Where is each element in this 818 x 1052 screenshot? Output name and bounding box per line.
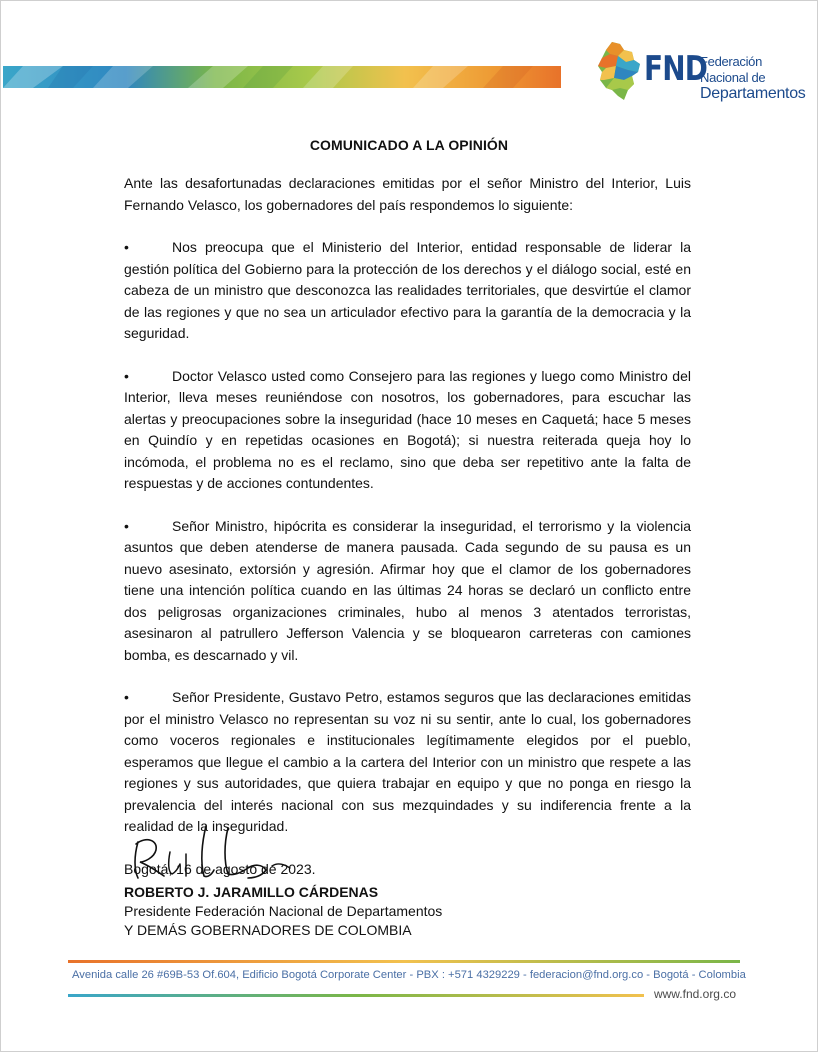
bullet-paragraph-1 [124, 237, 691, 345]
footer-website-link[interactable]: www.fnd.org.co [653, 987, 736, 1001]
footer-top-line [68, 960, 740, 963]
fnd-logo [594, 40, 804, 102]
footer-address: Avenida calle 26 #69B-53 Of.604, Edificio Bogotá Corporate Center - PBX : +571 4329229 - federacion@fnd.org.co - Bogotá - Colombia [72, 969, 746, 981]
logo-name-line1: Federación Nacional de [700, 54, 766, 85]
handwritten-signature [124, 822, 294, 884]
logo-abbreviation: FND [644, 49, 708, 89]
header-ribbon [3, 66, 561, 88]
bullet-text-3: Señor Ministro, hipócrita es considerar la inseguridad, el terrorismo y la violencia asuntos que deben atenderse de manera pausada. Cada segundo de su pausa es un nuevo asesinato, extorsión y agresión. Afirmar hoy que el clamor de los gobernadores tiene una intención política cuando en las últimas 24 horas se declaró un conflicto entre dos peligrosas organizaciones criminales, hubo al menos 3 atentados terroristas, asesinaron al patrullero Jefferson Valencia y se bloquearon carreteras con camiones bomba, es descarnado y vil. [124, 517, 691, 663]
document-date: Bogotá, 16 de agosto de 2023. [124, 860, 316, 877]
bullet-text-1: Nos preocupa que el Ministerio del Interior, entidad responsable de liderar la gestión política del Gobierno para la protección de los derechos y el diálogo social, esté en cabeza de un ministro que desconozca las realidades territoriales, que desvirtúe el clamor de las regiones y que no sea un articulador efectivo para la garantía de la democracia y la seguridad. [124, 239, 691, 341]
footer-bottom-line [68, 994, 644, 997]
bullet-paragraph-4 [124, 687, 691, 838]
bullet-paragraph-3 [124, 516, 691, 667]
bullet-icon: • [124, 239, 129, 255]
signer-name: ROBERTO J. JARAMILLO CÁRDENAS [124, 884, 379, 900]
bullet-paragraph-2 [124, 366, 691, 495]
intro-paragraph: Ante las desafortunadas declaraciones emitidas por el señor Ministro del Interior, Luis Fernando Velasco, los gobernadores del país respondemos lo siguiente: [124, 175, 691, 213]
document-body [124, 173, 691, 880]
bullet-icon: • [124, 367, 129, 384]
signer-role: Presidente Federación Nacional de Departamentos [124, 903, 443, 919]
bullet-text-2: Doctor Velasco usted como Consejero para las regiones y luego como Ministro del Interior, lleva meses reuniéndose con nosotros, los gobernadores, para escuchar las alertas y preocupaciones sobre la inseguridad (hace 10 meses en Caquetá; hace 5 meses en Quindío y en repetidas ocasiones en Bogotá); si nuestra reiterada queja hoy lo incómoda, el problema no es el reclamo, sino que deba ser repetitivo ante la falta de respuestas y de acciones contundentes. [124, 367, 691, 491]
logo-name-line2: Departamentos [700, 85, 806, 102]
document-title: COMUNICADO A LA OPINIÓN [309, 137, 509, 153]
signer-block [124, 883, 442, 940]
bullet-text-4: Señor Presidente, Gustavo Petro, estamos seguros que las declaraciones emitidas por el ministro Velasco no representan su voz ni su sentir, ante lo cual, los gobernadores como voceros regionales e institucionales legítimamente elegidos por el pueblo, esperamos que llegue el cambio a la cartera del Interior con un ministro que respete a las regiones y sus autoridades, que quiera trabajar en equipo y que no ponga en riesgo la prevalencia del interés nacional con sus mezquindades y su indiferencia frente a la realidad de la inseguridad. [124, 689, 691, 834]
colombia-map-icon [594, 40, 642, 102]
bullet-icon: • [124, 517, 129, 534]
signer-extra: Y DEMÁS GOBERNADORES DE COLOMBIA [124, 922, 412, 938]
logo-full-name [700, 54, 806, 102]
bullet-icon: • [124, 689, 129, 705]
